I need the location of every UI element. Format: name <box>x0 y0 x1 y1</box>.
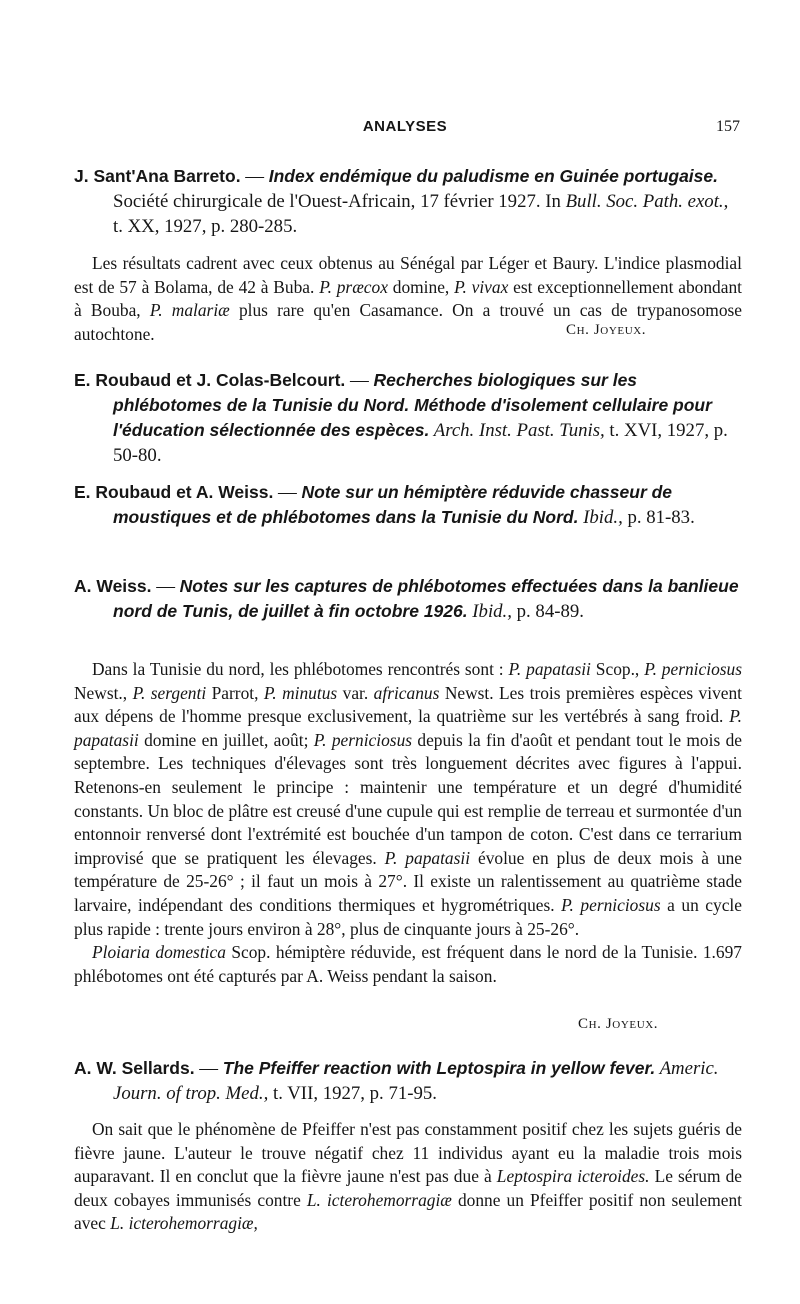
italic-text: P. perniciosus <box>561 894 661 915</box>
entry-author: E. Roubaud et J. Colas-Belcourt. <box>74 370 346 390</box>
entry-title: Recherches biologiques sur les phlébotomes de la Tunisie du Nord. Méthode d'isolement cellulaire pour l'éducation sélectionnée des espèces. <box>113 370 712 440</box>
entry-heading <box>74 1056 742 1106</box>
abstract-paragraph <box>74 658 742 941</box>
entry-separator: — <box>273 482 302 503</box>
text-run: donne un Pfeiffer positif non seulement avec <box>74 1189 742 1234</box>
italic-text: P. papatasii <box>384 847 471 868</box>
entry-journal: Arch. Inst. Past. Tunis, <box>429 420 605 441</box>
entry-heading <box>74 368 742 468</box>
page-number: 157 <box>716 118 740 135</box>
bibliographic-entry-sellards <box>74 1056 742 1106</box>
entry-reference-b: , t. XX, 1927, p. 280-285. <box>113 191 729 237</box>
italic-text: L. icterohemorragiæ <box>306 1189 452 1210</box>
italic-text: P. minutus <box>263 682 338 703</box>
signature-joyeux: Ch. Joyeux. <box>578 1016 659 1032</box>
text-run: Scop., <box>590 659 645 679</box>
italic-text: Leptospira icteroides. <box>496 1166 650 1187</box>
entry-reference-a: Société chirurgicale de l'Ouest-Africain, 17 février 1927. In <box>113 191 566 212</box>
running-header <box>70 118 740 142</box>
abstract-paragraph <box>74 941 742 988</box>
italic-text: P. perniciosus <box>313 729 413 750</box>
entry-journal: Ibid., <box>578 507 623 528</box>
entry-separator: — <box>151 576 180 597</box>
italic-text: P. vivax <box>454 276 509 297</box>
bibliographic-entry-barreto <box>74 164 742 239</box>
text-run: Newst. Les trois premières espèces vivent aux dépens de l'homme presque exclusivement, la quatrième sur les vertébrés à sang froid. <box>74 682 743 727</box>
text-run: évolue en plus de deux mois à une température de 25-26° ; il faut un mois à 27°. Il existe un ralentissement au quatrième stade larvaire, indépendant des conditions thermiques et hygrométriques. <box>74 847 742 915</box>
text-run: Scop. hémiptère réduvide, est fréquent dans le nord de la Tunisie. 1.697 phlébotomes ont été capturés par A. Weiss pendant la saison. <box>74 942 742 986</box>
entry-separator: — <box>194 1058 223 1079</box>
entry-author: E. Roubaud et A. Weiss. <box>74 482 274 502</box>
abstract-sellards <box>74 1118 742 1236</box>
text-run: var. <box>337 682 374 703</box>
text-run: Les résultats cadrent avec ceux obtenus au Sénégal par Léger et Baury. L'indice plasmodial est de 57 à Bolama, de 42 à Buba. <box>74 253 742 297</box>
italic-text: L. icterohemorragiæ, <box>110 1213 258 1234</box>
entry-heading <box>74 164 742 239</box>
entry-author: A. W. Sellards. <box>74 1058 195 1078</box>
text-run: Parrot, <box>206 682 264 703</box>
entry-heading <box>74 574 742 624</box>
italic-text: P. sergenti <box>132 682 207 703</box>
entry-reference-b: t. VII, 1927, p. 71-95. <box>268 1083 437 1104</box>
italic-text: africanus <box>373 682 440 703</box>
signature-joyeux: Ch. Joyeux. <box>566 322 647 338</box>
entry-reference-b: t. XVI, 1927, p. 50-80. <box>113 420 728 466</box>
text-run: domine, <box>387 276 455 297</box>
text-run: Newst., <box>74 682 133 703</box>
running-title: ANALYSES <box>362 118 448 135</box>
text-run: plus rare qu'en Casamance. On a trouvé un cas de trypanosomose autochtone. <box>74 300 743 344</box>
entry-heading <box>74 480 742 530</box>
entry-journal: Americ. Journ. of trop. Med., <box>113 1058 719 1104</box>
entry-author: A. Weiss. <box>74 576 152 596</box>
entry-title: Index endémique du paludisme en Guinée portugaise. <box>268 166 718 186</box>
italic-text: P. papatasii <box>74 706 742 750</box>
entry-reference-b: p. 84-89. <box>511 601 584 622</box>
text-run: Le sérum de deux cobayes immunisés contre <box>74 1166 742 1210</box>
text-run: On sait que le phénomène de Pfeiffer n'est pas constamment positif chez les sujets guéris de fièvre jaune. L'auteur le trouve négatif chez 11 individus ayant eu la maladie trois mois auparavant. Il en conclut que la fièvre jaune n'est pas due à <box>74 1119 742 1187</box>
entry-title: Note sur un hémiptère réduvide chasseur de moustiques et de phlébotomes dans la Tunisie du Nord. <box>113 482 673 527</box>
entry-reference-b: p. 81-83. <box>622 507 695 528</box>
entry-title: The Pfeiffer reaction with Leptospira in yellow fever. <box>222 1058 656 1078</box>
italic-text: P. præcox <box>319 276 388 297</box>
bibliographic-entry-roubaud-colas <box>74 368 742 468</box>
text-run: est exceptionnellement abondant à Bouba, <box>74 276 742 321</box>
abstract-weiss <box>74 658 742 988</box>
entry-journal: Ibid., <box>467 601 512 622</box>
entry-journal: Bull. Soc. Path. exot. <box>565 191 724 212</box>
text-run: depuis la fin d'août et pendant tout le mois de septembre. Les techniques d'élevages sont très longuement décrites avec figures à l'appui. Retenons-en seulement le principe : maintenir une température et un degré d'humidité constants. Un bloc de plâtre est creusé d'une cupule qui est remplie de terreau et surmontée d'un entonnoir renversé dont l'extrémité est bouchée d'un tampon de coton. C'est dans ce terrarium improvisé que se pratiquent les élevages. <box>74 729 742 868</box>
bibliographic-entry-roubaud-weiss <box>74 480 742 530</box>
bibliographic-entry-weiss <box>74 574 742 624</box>
text-run: Dans la Tunisie du nord, les phlébotomes rencontrés sont : <box>92 659 509 679</box>
entry-title: Notes sur les captures de phlébotomes effectuées dans la banlieue nord de Tunis, de juillet à fin octobre 1926. <box>113 576 739 621</box>
abstract-paragraph <box>74 1118 742 1236</box>
entry-separator: — <box>345 370 374 391</box>
italic-text: P. malariæ <box>149 300 230 321</box>
italic-text: P. perniciosus <box>644 659 742 679</box>
entry-separator: — <box>240 166 269 187</box>
text-run: a un cycle plus rapide : trente jours environ à 28°, plus de cinquante jours à 25-26°. <box>74 894 742 939</box>
text-run: domine en juillet, août; <box>138 729 314 750</box>
italic-text: Ploiaria domestica <box>92 942 226 963</box>
entry-author: J. Sant'Ana Barreto. <box>74 166 241 186</box>
italic-text: P. papatasii <box>508 659 591 679</box>
